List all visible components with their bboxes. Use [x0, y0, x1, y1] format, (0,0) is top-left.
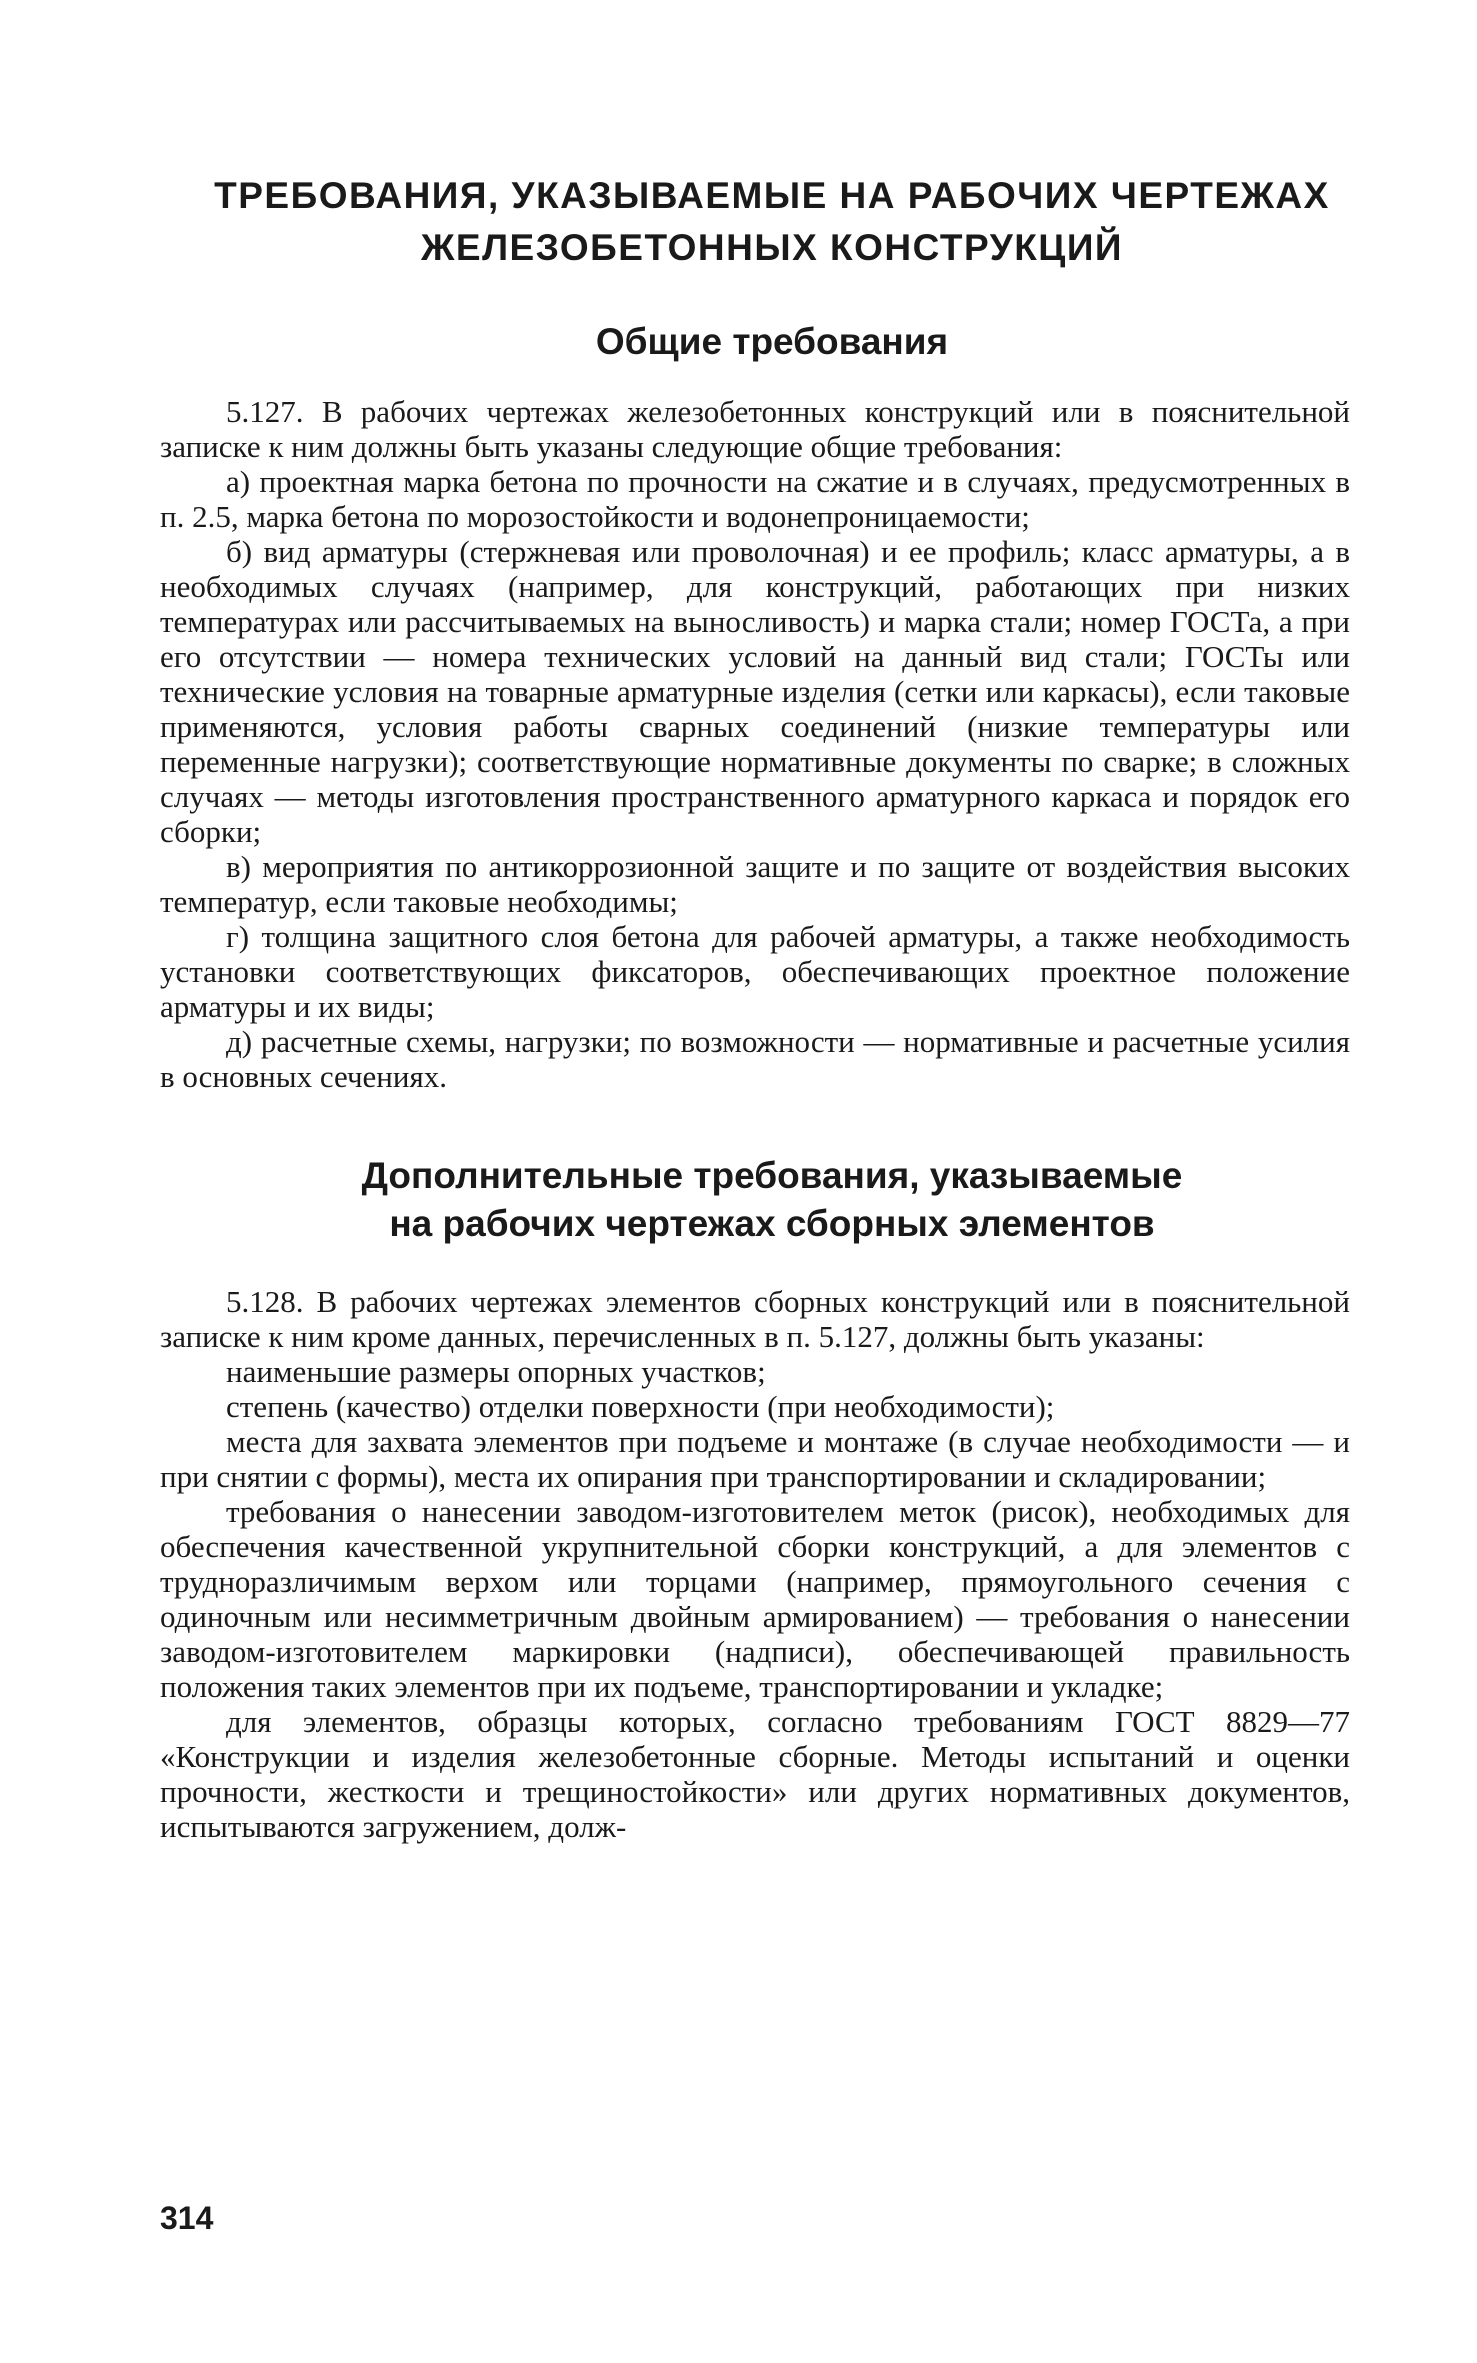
paragraph-5-128: 5.128. В рабочих чертежах элементов сборных конструкций или в пояснительной записке к ним кроме данных, перечисленных в п. 5.127, должны быть указаны:	[160, 1284, 1350, 1354]
list-item-v: в) мероприятия по антикоррозионной защите и по защите от воздействия высоких температур, если таковые необходимы;	[160, 849, 1350, 919]
section-general-body	[160, 394, 1350, 1094]
requirement-item: места для захвата элементов при подъеме и монтаже (в случае необходимости — и при снятии с формы), места их опирания при транспортировании и складировании;	[160, 1424, 1350, 1494]
paragraph-5-127: 5.127. В рабочих чертежах железобетонных конструкций или в пояснительной записке к ним должны быть указаны следующие общие требования:	[160, 394, 1350, 464]
section-heading-line: на рабочих чертежах сборных элементов	[389, 1203, 1155, 1244]
chapter-title	[160, 170, 1350, 274]
requirement-item: степень (качество) отделки поверхности (при необходимости);	[226, 1389, 1055, 1424]
section-heading-general	[160, 318, 1350, 366]
requirement-item: для элементов, образцы которых, согласно требованиям ГОСТ 8829—77 «Конструкции и изделия железобетонные сборные. Методы испытаний и оценки прочности, жесткости и трещиностойкости» или других нормативных документов, испытываются загружением, долж-	[160, 1704, 1350, 1844]
section-heading-additional	[160, 1152, 1350, 1248]
list-item-d: д) расчетные схемы, нагрузки; по возможности — нормативные и расчетные усилия в основных сечениях.	[160, 1024, 1350, 1094]
section-additional-body	[160, 1284, 1350, 1844]
requirement-item: наименьшие размеры опорных участков;	[226, 1354, 766, 1389]
requirement-item: требования о нанесении заводом-изготовителем меток (рисок), необходимых для обеспечения качественной укрупнительной сборки конструкций, а для элементов с трудноразличимым верхом или торцами (например, прямоугольного сечения с одиночным или несимметричным двойным армированием) — требования о нанесении заводом-изготовителем маркировки (надписи), обеспечивающей правильность положения таких элементов при их подъеме, транспортировании и укладке;	[160, 1494, 1350, 1704]
section-heading-line: Общие требования	[595, 321, 949, 362]
page-number: 314	[160, 2200, 214, 2236]
list-item-b: б) вид арматуры (стержневая или проволочная) и ее профиль; класс арматуры, а в необходимых случаях (например, для конструкций, работающих при низких температурах или рассчитываемых на выносливость) и марка стали; номер ГОСТа, а при его отсутствии — номера технических условий на данный вид стали; ГОСТы или технические условия на товарные арматурные изделия (сетки или каркасы), если таковые применяются, условия работы сварных соединений (низкие температуры или переменные нагрузки); соответствующие нормативные документы по сварке; в сложных случаях — методы изготовления пространственного арматурного каркаса и порядок его сборки;	[160, 534, 1350, 849]
list-item-g: г) толщина защитного слоя бетона для рабочей арматуры, а также необходимость установки соответствующих фиксаторов, обеспечивающих проектное положение арматуры и их виды;	[160, 919, 1350, 1024]
chapter-title-line: ЖЕЛЕЗОБЕТОННЫХ КОНСТРУКЦИЙ	[420, 227, 1124, 268]
section-heading-line: Дополнительные требования, указываемые	[361, 1155, 1183, 1196]
list-item-a: а) проектная марка бетона по прочности на сжатие и в случаях, предусмотренных в п. 2.5, марка бетона по морозостойкости и водонепроницаемости;	[160, 464, 1350, 534]
chapter-title-line: ТРЕБОВАНИЯ, УКАЗЫВАЕМЫЕ НА РАБОЧИХ ЧЕРТЕЖАХ	[214, 175, 1330, 216]
document-page	[160, 170, 1350, 2320]
